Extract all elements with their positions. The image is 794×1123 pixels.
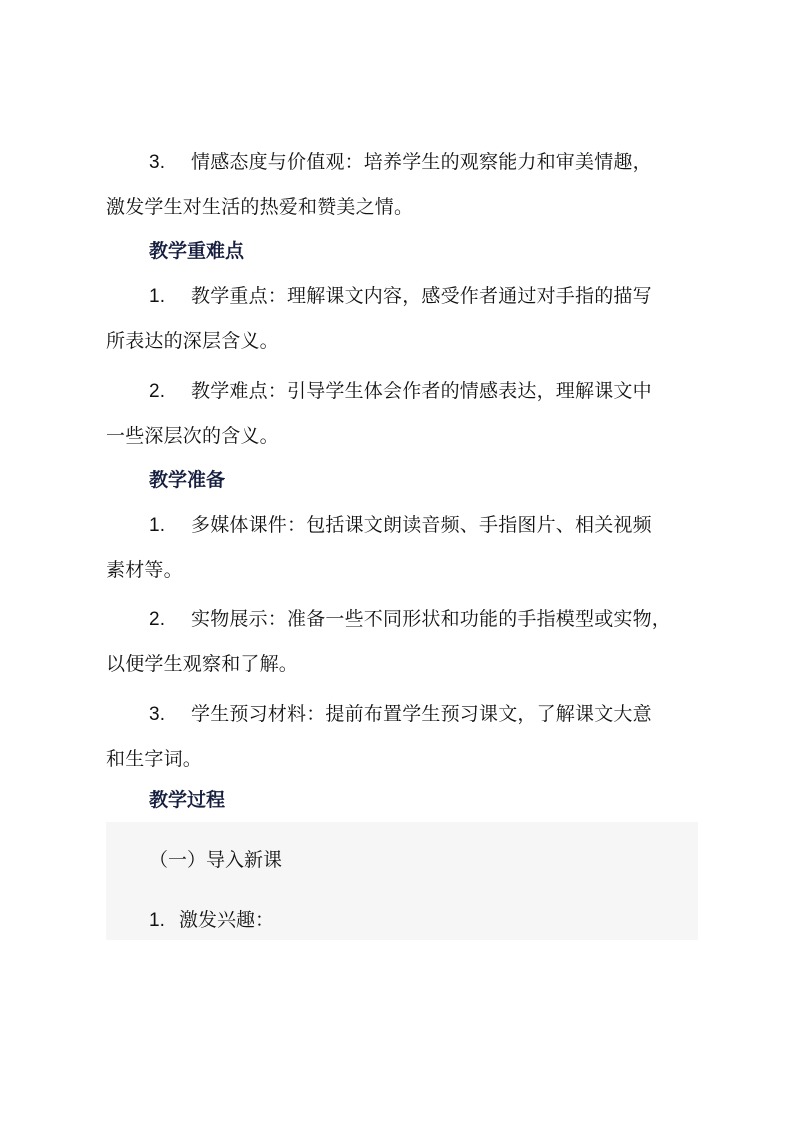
- list-number: 1.: [149, 286, 166, 307]
- section-heading-preparation: 教学准备: [149, 469, 226, 491]
- key-point-text-line-2: 一些深层次的含义。: [106, 425, 279, 447]
- section-heading-key-points: 教学重难点: [149, 240, 245, 262]
- list-number: 2.: [149, 609, 166, 630]
- preparation-text-line-2: 素材等。: [106, 559, 183, 581]
- preparation-text-line-2: 和生字词。: [106, 748, 203, 770]
- list-number: 2.: [149, 381, 166, 402]
- preparation-text-line-1: 实物展示：准备一些不同形状和功能的手指模型或实物，: [191, 608, 672, 630]
- list-number: 1.: [149, 910, 165, 931]
- key-point-text-line-2: 所表达的深层含义。: [106, 330, 279, 352]
- preparation-text-line-2: 以便学生观察和了解。: [106, 653, 299, 675]
- key-point-item-2: [106, 369, 696, 459]
- list-number: 1.: [149, 515, 166, 536]
- preparation-item-3: [106, 692, 696, 782]
- objective-text-line-1: 情感态度与价值观：培养学生的观察能力和审美情趣，: [191, 151, 652, 173]
- preparation-item-1: [106, 503, 696, 593]
- list-number: 3.: [149, 152, 166, 173]
- preparation-item-2: [106, 597, 696, 687]
- process-section-title: （一）导入新课: [149, 849, 283, 871]
- preparation-text-line-1: 多媒体课件：包括课文朗读音频、手指图片、相关视频: [191, 514, 652, 536]
- objective-text-line-2: 激发学生对生活的热爱和赞美之情。: [106, 196, 414, 218]
- process-step-1: [149, 898, 274, 943]
- key-point-item-1: [106, 274, 696, 364]
- preparation-text-line-1: 学生预习材料：提前布置学生预习课文，了解课文大意: [191, 703, 652, 725]
- list-number: 3.: [149, 704, 166, 725]
- section-heading-process: 教学过程: [149, 789, 226, 811]
- objective-item-3: [106, 140, 696, 230]
- process-step-text: 激发兴趣：: [179, 909, 275, 931]
- key-point-text-line-1: 教学难点：引导学生体会作者的情感表达，理解课文中: [191, 380, 652, 402]
- key-point-text-line-1: 教学重点：理解课文内容，感受作者通过对手指的描写: [191, 285, 652, 307]
